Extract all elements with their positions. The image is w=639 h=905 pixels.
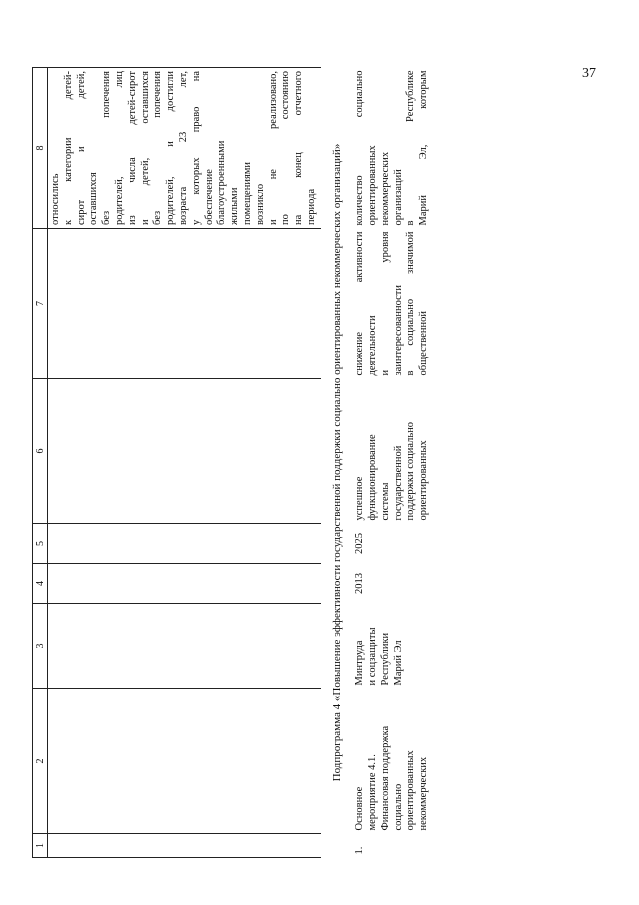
text-line: по состоянию — [280, 71, 292, 225]
text-line: возникло — [254, 183, 266, 225]
column-header: 1 — [33, 834, 48, 858]
text-line: ориентированных — [418, 440, 430, 521]
subprogram-title-row — [321, 68, 352, 858]
text-line: и не реализовано, — [267, 71, 279, 225]
continued-row — [48, 68, 321, 858]
text-line: на конец отчетного — [293, 71, 305, 225]
text-line: в Республике — [405, 70, 417, 226]
text-line: Республики — [379, 632, 391, 686]
column-header: 4 — [33, 564, 48, 604]
table-row — [352, 68, 433, 858]
column-header: 7 — [33, 229, 48, 379]
continued-indicator-cell — [48, 68, 321, 229]
text-line: заинтересованности — [392, 285, 404, 376]
text-line: к категории детей- — [62, 71, 74, 225]
text-line: периода — [305, 188, 317, 225]
text-line: Основное — [354, 786, 366, 831]
text-line: общественной — [418, 310, 430, 376]
text-line: родителей, и достигли — [165, 71, 177, 225]
text-line: функционирование — [366, 434, 378, 521]
text-line: ориентированных — [366, 145, 378, 226]
subprogram-title: Подпрограмма 4 «Повышение эффективности государственной поддержки социально ориентированных некоммерческих организаций» — [330, 143, 343, 782]
measure-cell — [352, 689, 433, 834]
cell-col3 — [48, 604, 321, 689]
text-line: сирот и детей, — [75, 71, 87, 225]
text-line: Марий Эл, которым — [418, 70, 430, 226]
text-line: Финансовая поддержка — [379, 725, 391, 831]
text-line: и детей, оставшихся — [139, 71, 151, 225]
text-line: оставшихся — [88, 172, 100, 225]
executor-cell — [352, 604, 433, 689]
row-number: 1. — [354, 846, 366, 855]
text-line: без попечения — [101, 71, 113, 225]
text-line: в социально значимой — [405, 231, 417, 376]
text-line: некоммерческих — [379, 151, 391, 226]
text-line: помещениями — [241, 161, 253, 225]
cell-col7 — [48, 229, 321, 379]
text-line: обеспечение — [203, 169, 215, 225]
end-year: 2025 — [354, 533, 366, 554]
column-header: 6 — [33, 379, 48, 524]
start-year: 2013 — [354, 573, 366, 594]
text-line: системы — [379, 482, 391, 521]
column-header: 8 — [33, 68, 48, 229]
text-line: родителей, лиц — [113, 71, 125, 225]
column-header: 5 — [33, 524, 48, 564]
text-line: и соцзащиты — [366, 627, 378, 686]
text-line: снижение активности — [354, 231, 366, 376]
indicator-cell — [352, 68, 433, 229]
cell-col2 — [48, 689, 321, 834]
program-table — [32, 67, 433, 858]
text-line: социально — [392, 783, 404, 831]
cell-col5 — [48, 524, 321, 564]
text-line: относились — [50, 173, 61, 225]
text-line: количество социально — [354, 70, 366, 226]
text-line: из числа детей-сирот — [126, 71, 138, 225]
column-header: 2 — [33, 689, 48, 834]
consequence-cell — [352, 229, 433, 379]
column-header: 3 — [33, 604, 48, 689]
text-line: у которых право на — [190, 71, 202, 225]
text-line: государственной — [392, 445, 404, 521]
text-line: некоммерческих — [418, 756, 430, 831]
cell-col4 — [48, 564, 321, 604]
text-line: мероприятие 4.1. — [366, 754, 378, 831]
cell-col6 — [48, 379, 321, 524]
text-line: возраста 23 лет, — [177, 71, 189, 225]
text-line: Марий Эл — [392, 640, 404, 686]
text-line: поддержки социально — [405, 421, 417, 521]
expected-result-cell — [352, 379, 433, 524]
text-line: благоустроенными — [216, 140, 228, 225]
cell-col1 — [48, 834, 321, 858]
text-line: жилыми — [229, 187, 241, 225]
page-number: 37 — [582, 66, 596, 81]
rotated-table-sheet — [32, 68, 562, 858]
text-line: ориентированных — [405, 750, 417, 831]
text-line: успешное — [354, 476, 366, 521]
text-line: и уровня — [379, 231, 391, 376]
text-line: деятельности — [366, 315, 378, 376]
text-line: организаций — [392, 169, 404, 226]
text-line: Минтруда — [354, 640, 366, 686]
text-line: без попечения — [152, 71, 164, 225]
column-number-header-row — [33, 68, 48, 858]
